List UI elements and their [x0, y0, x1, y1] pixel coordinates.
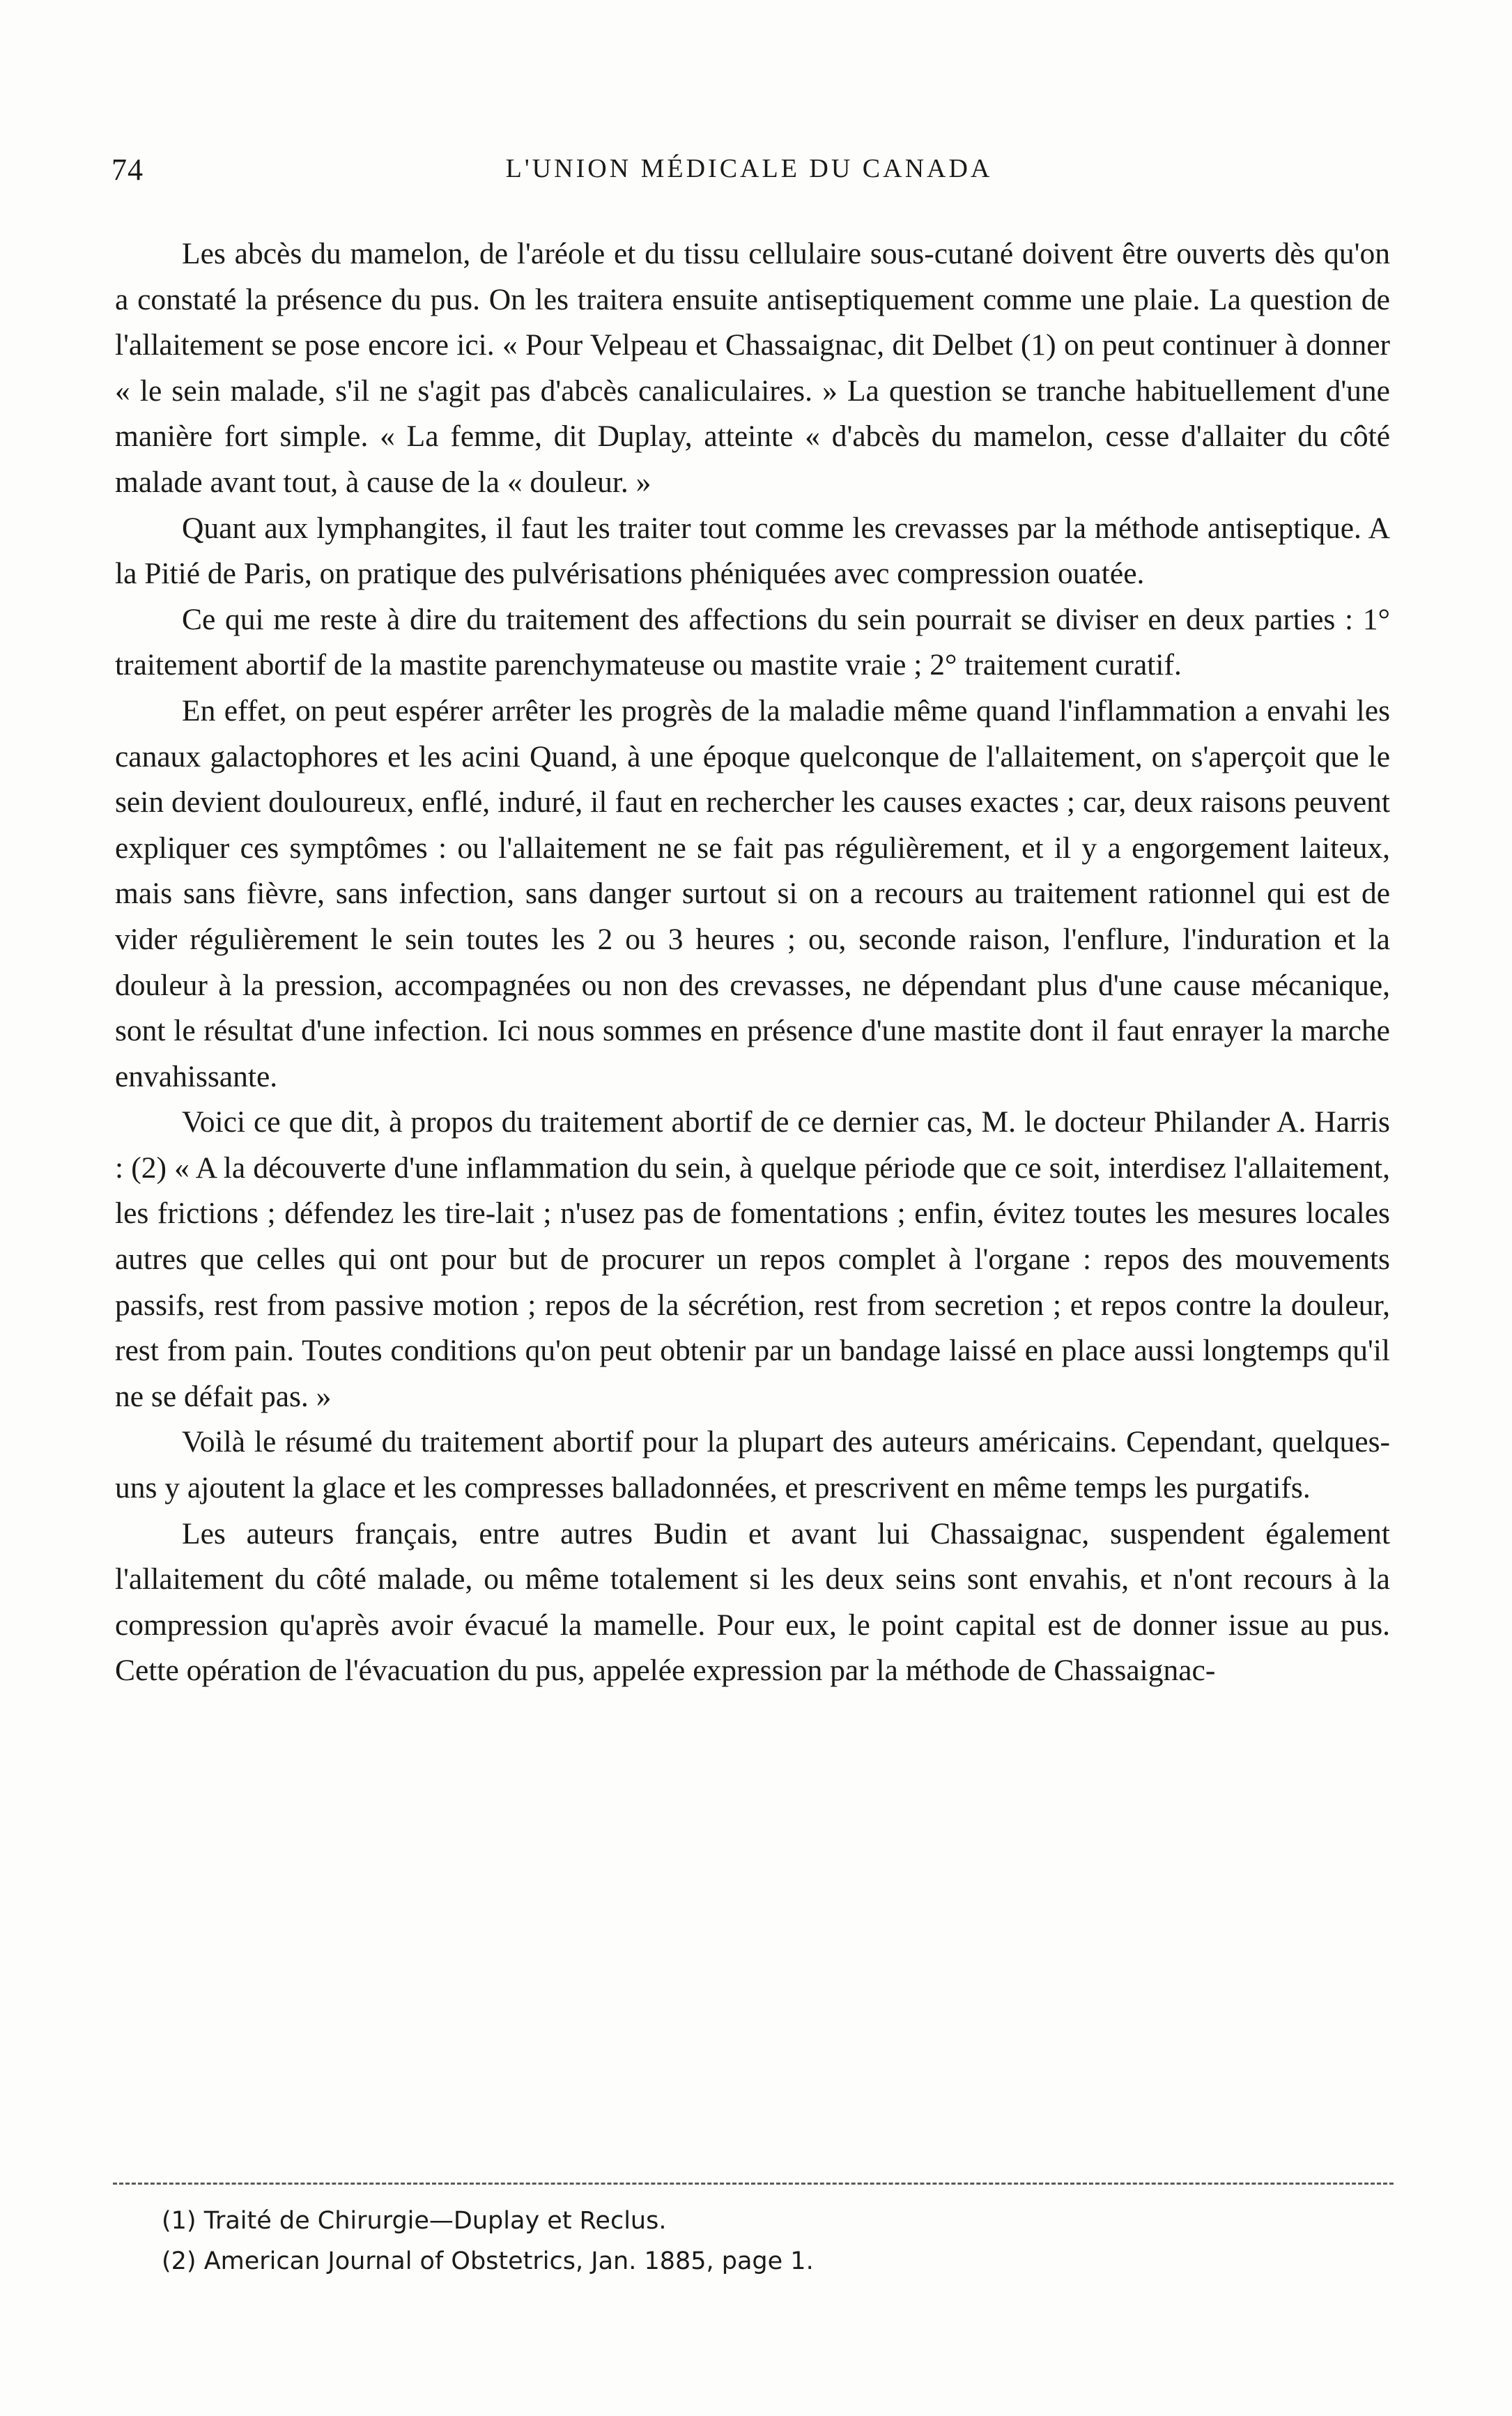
- page-header: [111, 152, 1387, 194]
- paragraph: En effet, on peut espérer arrêter les progrès de la maladie même quand l'inflammation a envahi les canaux galactophores et les acini Quand, à une époque quelconque de l'allaitement, on s'aperçoit que le sein devient douloureux, enflé, induré, il faut en rechercher les causes exactes ; car, deux raisons peuvent expliquer ces symptômes : ou l'allaitement ne se fait pas régulièrement, et il y a engorgement laiteux, mais sans fièvre, sans infection, sans danger surtout si on a recours au traitement rationnel qui est de vider régulièrement le sein toutes les 2 ou 3 heures ; ou, seconde raison, l'enflure, l'induration et la douleur à la pression, accompagnées ou non des crevasses, ne dépendant plus d'une cause mécanique, sont le résultat d'une infection. Ici nous sommes en présence d'une mastite dont il faut enrayer la marche envahissante.: [115, 693, 1390, 1093]
- body-text: [115, 231, 1390, 1694]
- paragraph: Ce qui me reste à dire du traitement des affections du sein pourrait se diviser en deux parties : 1° traitement abortif de la mastite parenchymateuse ou mastite vraie ; 2° traitement curatif.: [115, 602, 1390, 682]
- paragraph: Quant aux lymphangites, il faut les traiter tout comme les crevasses par la méthode antiseptique. A la Pitié de Paris, on pratique des pulvérisations phéniquées avec compression ouatée.: [115, 511, 1390, 591]
- paragraph: Voici ce que dit, à propos du traitement abortif de ce dernier cas, M. le docteur Philander A. Harris : (2) « A la découverte d'une inflammation du sein, à quelque période que ce soit, interdisez l'allaitement, les frictions ; défendez les tire-lait ; n'usez pas de fomentations ; enfin, évitez toutes les mesures locales autres que celles qui ont pour but de procurer un repos complet à l'organe : repos des mouvements passifs, rest from passive motion ; repos de la sécrétion, rest from secretion ; et repos contre la douleur, rest from pain. Toutes conditions qu'on peut obtenir par un bandage laissé en place aussi longtemps qu'il ne se défait pas. »: [115, 1105, 1390, 1413]
- paragraph: Les abcès du mamelon, de l'aréole et du tissu cellulaire sous-cutané doivent être ouverts dès qu'on a constaté la présence du pus. On les traitera ensuite antiseptiquement comme une plaie. La question de l'allaitement se pose encore ici. « Pour Velpeau et Chassaignac, dit Delbet (1) on peut continuer à donner « le sein malade, s'il ne s'agit pas d'abcès canaliculaires. » La question se tranche habituellement d'une manière fort simple. « La femme, dit Duplay, atteinte « d'abcès du mamelon, cesse d'allaiter du côté malade avant tout, à cause de la « douleur. »: [115, 237, 1390, 499]
- running-head: L'UNION MÉDICALE DU CANADA: [505, 154, 993, 183]
- paragraph: Voilà le résumé du traitement abortif pour la plupart des auteurs américains. Cependant, quelques-uns y ajoutent la glace et les compresses balladonnées, et prescrivent en même temps les purgatifs.: [115, 1425, 1390, 1505]
- footnote: (2) American Journal of Obstetrics, Jan. 1885, page 1.: [162, 2247, 814, 2275]
- footnotes: [162, 2201, 1346, 2282]
- footnote: (1) Traité de Chirurgie—Duplay et Reclus.: [162, 2207, 667, 2235]
- page-number: 74: [111, 153, 144, 187]
- paragraph: Les auteurs français, entre autres Budin et avant lui Chassaignac, suspendent également l'allaitement du côté malade, ou même totalement si les deux seins sont envahis, et n'ont recours à la compression qu'après avoir évacué la mamelle. Pour eux, le point capital est de donner issue au pus. Cette opération de l'évacuation du pus, appelée expression par la méthode de Chassaignac-: [115, 1516, 1390, 1688]
- footnote-rule: [113, 2183, 1394, 2185]
